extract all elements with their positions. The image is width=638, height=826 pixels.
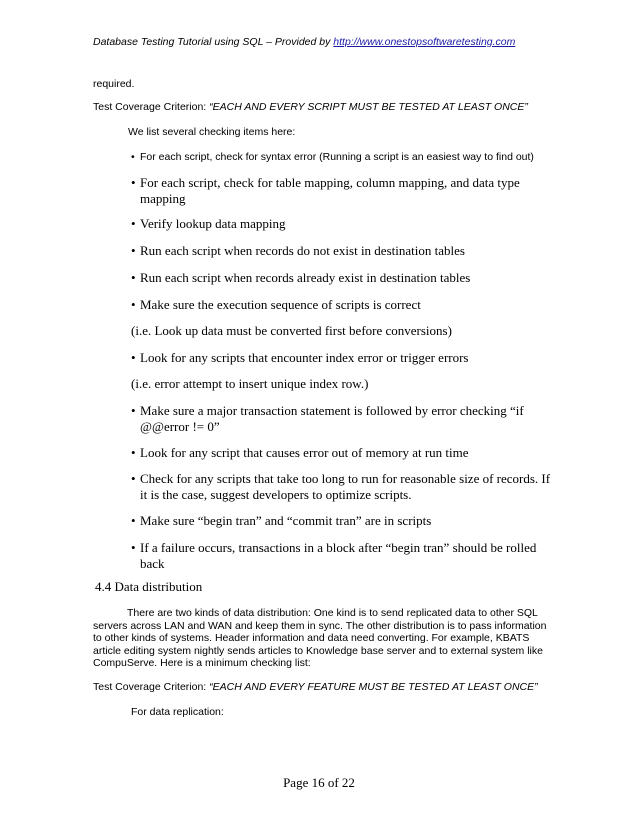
bullet-records-exist [131,270,470,286]
bullet-text: Verify lookup data mapping [140,216,286,231]
bullet-text: Make sure a major transaction statement is followed by error checking “if [140,403,524,418]
bullet-icon: • [131,175,136,190]
bullet-syntax-check [131,151,534,163]
criterion-label: Test Coverage Criterion: [93,101,210,113]
test-coverage-criterion [93,101,528,113]
criterion-value: “EACH AND EVERY SCRIPT MUST BE TESTED AT LEAST ONCE” [209,101,528,113]
page-header [93,36,515,48]
section-heading: 4.4 Data distribution [95,579,203,594]
bullet-icon: • [131,445,136,460]
bullet-icon: • [131,513,136,528]
criterion-value: “EACH AND EVERY FEATURE MUST BE TESTED AT LEAST ONCE” [209,681,538,693]
bullet-lookup-mapping [131,216,286,232]
bullet-icon: • [131,151,135,163]
section-paragraph: There are two kinds of data distribution: One kind is to send replicated data to other SQL servers across LAN and WAN and keep them in sync. The other distribution is to pass information to other kinds of systems. Header information and data need converting. For example, KBATS article editing system nightly sends articles to Knowledge base server and to external system like CompuServe. Here is a minimum checking list: [93,607,547,670]
checking-intro: We list several checking items here: [128,126,296,138]
bullet-icon: • [131,471,136,486]
header-link[interactable]: http://www.onestopsoftwaretesting.com [333,36,516,48]
bullet-execution-sequence [131,297,421,313]
note-lookup-first: (i.e. Look up data must be converted first before conversions) [131,323,452,338]
bullet-table-mapping-cont: mapping [140,191,186,206]
data-replication-label: For data replication: [131,706,224,718]
bullet-text: If a failure occurs, transactions in a block after “begin tran” should be rolled [140,540,537,555]
bullet-text: Make sure the execution sequence of scripts is correct [140,297,421,312]
bullet-icon: • [131,350,136,365]
page-number: Page 16 of 22 [283,775,355,790]
bullet-icon: • [131,270,136,285]
bullet-table-mapping [131,175,520,191]
bullet-text: Check for any scripts that take too long to run for reasonable size of records. If [140,471,551,486]
bullet-icon: • [131,297,136,312]
bullet-icon: • [131,540,136,555]
bullet-records-not-exist [131,243,465,259]
header-title: Database Testing Tutorial using SQL – Provided by [93,36,334,48]
bullet-text: Look for any scripts that encounter index error or trigger errors [140,350,469,365]
bullet-long-running-cont: it is the case, suggest developers to optimize scripts. [140,487,412,502]
bullet-rollback [131,540,536,556]
bullet-text: For each script, check for syntax error (Running a script is an easiest way to find out) [140,151,534,163]
bullet-icon: • [131,216,136,231]
bullet-text: Make sure “begin tran” and “commit tran” are in scripts [140,513,432,528]
bullet-icon: • [131,403,136,418]
test-coverage-criterion-2 [93,681,538,693]
bullet-begin-commit [131,513,431,529]
criterion-label: Test Coverage Criterion: [93,681,210,693]
bullet-rollback-cont: back [140,556,165,571]
bullet-icon: • [131,243,136,258]
bullet-text: Look for any script that causes error out of memory at run time [140,445,469,460]
bullet-out-of-memory [131,445,469,461]
bullet-text: Run each script when records already exist in destination tables [140,270,471,285]
bullet-error-checking-cont: @@error != 0” [140,419,220,434]
note-unique-index: (i.e. error attempt to insert unique index row.) [131,376,369,391]
bullet-text: Run each script when records do not exist in destination tables [140,243,465,258]
bullet-index-error [131,350,469,366]
bullet-text: For each script, check for table mapping, column mapping, and data type [140,175,520,190]
bullet-long-running [131,471,550,487]
bullet-error-checking [131,403,524,419]
continuation-text: required. [93,78,135,90]
